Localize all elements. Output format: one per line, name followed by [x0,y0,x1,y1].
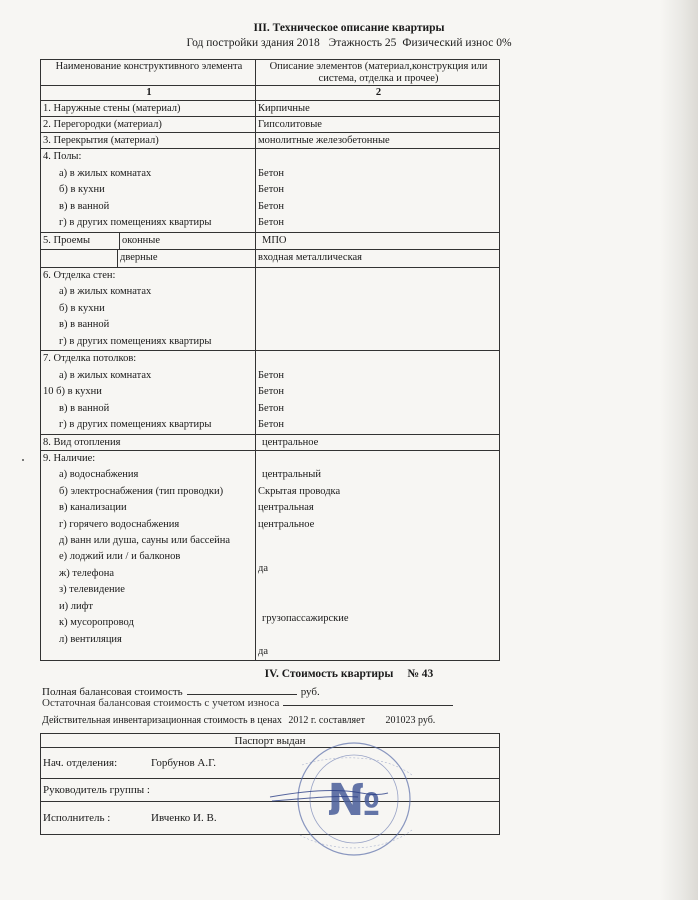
list-value: Бетон [258,217,285,228]
floors-values [256,149,500,233]
actual-cost-line [42,715,439,726]
openings-labels [41,232,256,267]
wall-finish-labels [41,267,256,351]
presence-label: 9. Наличие: [43,452,96,464]
group-label: Руководитель группы : [43,784,150,796]
openings-label: 5. Проемы [43,234,91,246]
walls-value: Кирпичные [256,101,500,117]
header-num2: 2 [256,86,500,101]
list-value: да [258,645,269,657]
list-value: центральное [258,518,315,530]
actual-label: Действительная инвентаризационная стоимость в ценах [42,715,282,726]
window-value: МПО [262,234,287,246]
openings-values [256,232,500,267]
wall-finish-values [256,267,500,351]
ceiling-finish-label: 7. Отделка потолков: [43,353,137,364]
actual-year: 2012 г. составляет [288,715,365,726]
table-row [41,232,500,267]
residual-cost-line [42,697,453,709]
scan-edge-shadow [660,0,698,900]
list-value: Бетон [258,402,285,414]
list-value [258,578,499,595]
head-label: Нач. отделения: [43,757,118,769]
ceiling-finish-values [256,351,500,435]
list-value: Бетон [258,369,285,381]
table-row [41,450,500,661]
actual-value: 201023 руб. [385,715,436,726]
list-item: в) в ванной [59,319,110,330]
presence-labels [41,450,256,661]
list-item: л) вентиляция [59,633,122,645]
list-value: Бетон [258,167,285,179]
list-value [258,627,499,644]
stamp-seal [298,743,412,855]
table-row [41,117,500,133]
balance-unit: руб. [300,686,320,698]
list-item: к) мусоропровод [59,617,134,628]
executor-name: Ивченко И. В. [151,812,217,824]
table-row [41,351,500,435]
section4-heading [0,668,698,680]
presence-values [256,450,500,661]
list-item: а) в жилых комнатах [59,167,152,179]
list-value [258,594,499,611]
passport-label: Паспорт выдан [41,734,500,748]
list-item: д) ванн или душа, сауны или бассейна [59,535,231,546]
list-value: Бетон [258,184,285,195]
list-item: б) в кухни [59,184,105,195]
header-num1: 1 [41,86,256,101]
partitions-value: Гипсолитовые [256,117,500,133]
door-value: входная металлическая [256,249,499,267]
list-value: Бетон [258,419,285,430]
building-info [0,37,698,49]
table-row [41,267,500,351]
heating-value: центральное [256,434,500,450]
slabs-value: монолитные железобетонные [256,133,500,149]
partitions-label: 2. Перегородки (материал) [41,117,256,133]
technical-description-table [40,59,500,661]
list-item: а) в жилых комнатах [59,369,152,381]
official-stamp [262,735,432,865]
list-item: з) телевидение [59,584,125,595]
header-col2: Описание элементов (материал,конструкция или система, отделка и прочее) [256,60,500,86]
window-label: оконные [119,233,255,250]
list-item: а) водоснабжения [59,469,139,480]
table-row [41,133,500,149]
floors-label: 4. Полы: [43,151,82,162]
list-value: центральный [262,469,321,480]
door-label: дверные [117,250,255,267]
table-header-row [41,60,500,86]
list-value: грузопассажирские [262,612,349,624]
list-item: а) в жилых комнатах [59,286,152,297]
list-item: и) лифт [59,600,93,612]
slabs-label: 3. Перекрытия (материал) [41,133,256,149]
apartment-number: № 43 [407,668,434,680]
balance-label: Полная балансовая стоимость [42,686,183,698]
list-value: центральная [258,502,314,513]
head-name: Горбунов А.Г. [151,757,216,769]
section4-title: IV. Стоимость квартиры [264,668,394,680]
floors-labels [41,149,256,233]
list-value [258,533,499,561]
header-col1: Наименование конструктивного элемента [41,60,256,86]
list-value: да [258,563,269,574]
residual-label: Остаточная балансовая стоимость с учетом износа [42,697,280,709]
table-number-row [41,86,500,101]
floor-count: Этажность 25 [328,37,397,49]
wall-finish-label: 6. Отделка стен: [43,269,116,281]
list-item: г) в других помещениях квартиры [59,419,212,430]
heating-label: 8. Вид отопления [41,434,256,450]
list-item: е) лоджий или / и балконов [59,551,181,562]
table-row [41,434,500,450]
list-item: в) канализации [59,502,127,513]
build-year: Год постройки здания 2018 [186,37,320,49]
list-item: в) в ванной [59,200,110,212]
walls-label: 1. Наружные стены (материал) [41,101,256,117]
list-item: г) горячего водоснабжения [59,518,180,530]
list-value: Скрытая проводка [258,485,341,497]
list-value: Бетон [258,200,285,212]
list-item: б) электроснабжения (тип проводки) [59,485,224,497]
list-item: ж) телефона [59,567,114,579]
list-value: Бетон [258,386,285,397]
list-item: в) в ванной [59,402,110,414]
executor-label: Исполнитель : [43,812,111,824]
list-item: б) в кухни [59,302,105,314]
list-item: 10 б) в кухни [43,386,102,397]
stamp-mark: № [327,775,381,826]
ceiling-finish-labels [41,351,256,435]
section3-title: III. Техническое описание квартиры [253,22,445,34]
scan-speck [22,459,24,461]
table-row [41,149,500,233]
list-item: г) в других помещениях квартиры [59,217,212,228]
list-item: г) в других помещениях квартиры [59,335,212,347]
physical-wear: Физический износ 0% [402,37,512,49]
table-row [41,101,500,117]
